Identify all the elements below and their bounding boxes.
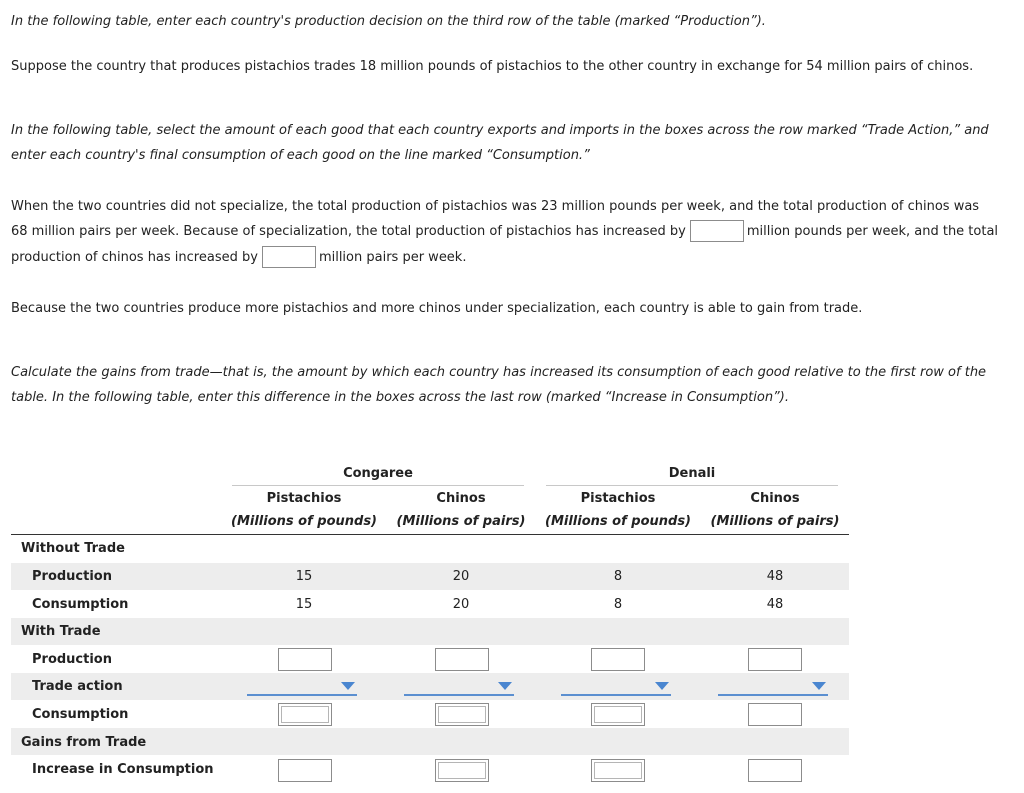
- section-with-trade: With Trade: [21, 624, 101, 639]
- section-without-trade: Without Trade: [21, 541, 125, 556]
- col-header-denali-chinos: Chinos: [750, 491, 800, 506]
- country-header-congaree: Congaree: [343, 466, 413, 481]
- caret-down-icon[interactable]: [341, 682, 355, 690]
- country-rule-denali: [546, 485, 838, 486]
- congaree-pistachios-production-input[interactable]: [278, 648, 332, 671]
- col-header-congaree-pistachios: Pistachios: [266, 491, 342, 506]
- col-unit-congaree-chinos: (Millions of pairs): [396, 514, 526, 529]
- dropdown-underline: [247, 694, 357, 696]
- congaree-pistachios-increase-input[interactable]: [278, 759, 332, 782]
- congaree-pistachios-trade-select[interactable]: [247, 682, 357, 696]
- without-trade-consumption-value: 15: [295, 597, 313, 612]
- dropdown-underline: [561, 694, 671, 696]
- country-rule-congaree: [232, 485, 524, 486]
- without-trade-production-value: 8: [613, 569, 623, 584]
- specialization-text-3a: production of chinos has increased by: [11, 250, 258, 265]
- specialization-text-2a: 68 million pairs per week. Because of specialization, the total production of pistachios has increased by: [11, 224, 686, 239]
- instruction-trade-terms: Suppose the country that produces pistachios trades 18 million pounds of pistachios to the other country in exchange for 54 million pairs of chinos.: [11, 59, 974, 74]
- congaree-chinos-increase-input[interactable]: [435, 759, 489, 782]
- row-band: [11, 618, 849, 645]
- row-label-increase-in-consumption: Increase in Consumption: [32, 762, 214, 777]
- section-gains-from-trade: Gains from Trade: [21, 735, 147, 750]
- row-label-consumption: Consumption: [32, 707, 129, 722]
- without-trade-consumption-value: 48: [766, 597, 784, 612]
- gain-from-trade-text: Because the two countries produce more pistachios and more chinos under specialization, each country is able to gain from trade.: [11, 301, 863, 316]
- denali-pistachios-increase-input[interactable]: [591, 759, 645, 782]
- caret-down-icon[interactable]: [812, 682, 826, 690]
- specialization-text-3b: million pairs per week.: [318, 250, 467, 265]
- denali-chinos-consumption-input[interactable]: [748, 703, 802, 726]
- without-trade-consumption-value: 8: [613, 597, 623, 612]
- instruction-trade-action-1: In the following table, select the amount of each good that each country exports and imports in the boxes across the row marked “Trade Action,” and: [11, 123, 989, 138]
- instruction-gains-1: Calculate the gains from trade—that is, the amount by which each country has increased its consumption of each good relative to the first row of the: [11, 365, 987, 380]
- denali-pistachios-trade-select[interactable]: [561, 682, 671, 696]
- pistachio-increase-input[interactable]: [690, 220, 744, 242]
- congaree-chinos-trade-select[interactable]: [404, 682, 514, 696]
- specialization-text-2b: million pounds per week, and the total: [746, 224, 999, 239]
- without-trade-production-value: 15: [295, 569, 313, 584]
- congaree-chinos-production-input[interactable]: [435, 648, 489, 671]
- instruction-gains-2: table. In the following table, enter this difference in the boxes across the last row (marked “Increase in Consumption”).: [11, 390, 789, 405]
- without-trade-consumption-value: 20: [452, 597, 470, 612]
- without-trade-production-value: 48: [766, 569, 784, 584]
- denali-pistachios-consumption-input[interactable]: [591, 703, 645, 726]
- row-label-production: Production: [32, 569, 112, 584]
- dropdown-underline: [404, 694, 514, 696]
- row-label-consumption: Consumption: [32, 597, 129, 612]
- caret-down-icon[interactable]: [498, 682, 512, 690]
- denali-pistachios-production-input[interactable]: [591, 648, 645, 671]
- row-label-trade-action: Trade action: [32, 679, 123, 694]
- denali-chinos-increase-input[interactable]: [748, 759, 802, 782]
- denali-chinos-trade-select[interactable]: [718, 682, 828, 696]
- chinos-increase-input[interactable]: [262, 246, 316, 268]
- col-unit-denali-chinos: (Millions of pairs): [710, 514, 840, 529]
- col-unit-denali-pistachios: (Millions of pounds): [545, 514, 691, 529]
- congaree-pistachios-consumption-input[interactable]: [278, 703, 332, 726]
- col-header-congaree-chinos: Chinos: [436, 491, 486, 506]
- row-label-production: Production: [32, 652, 112, 667]
- instruction-production: In the following table, enter each country's production decision on the third row of the table (marked “Production”).: [11, 14, 766, 29]
- specialization-text-1: When the two countries did not specialize, the total production of pistachios was 23 million pounds per week, and the total production of chinos was: [11, 199, 980, 214]
- specialization-text-3: [11, 245, 466, 271]
- congaree-chinos-consumption-input[interactable]: [435, 703, 489, 726]
- header-divider: [11, 534, 849, 535]
- row-band: [11, 563, 849, 590]
- without-trade-production-value: 20: [452, 569, 470, 584]
- col-unit-congaree-pistachios: (Millions of pounds): [231, 514, 377, 529]
- denali-chinos-production-input[interactable]: [748, 648, 802, 671]
- col-header-denali-pistachios: Pistachios: [580, 491, 656, 506]
- country-header-denali: Denali: [668, 466, 716, 481]
- dropdown-underline: [718, 694, 828, 696]
- caret-down-icon[interactable]: [655, 682, 669, 690]
- instruction-trade-action-2: enter each country's final consumption of each good on the line marked “Consumption.”: [11, 148, 590, 163]
- specialization-text-2: [11, 219, 998, 245]
